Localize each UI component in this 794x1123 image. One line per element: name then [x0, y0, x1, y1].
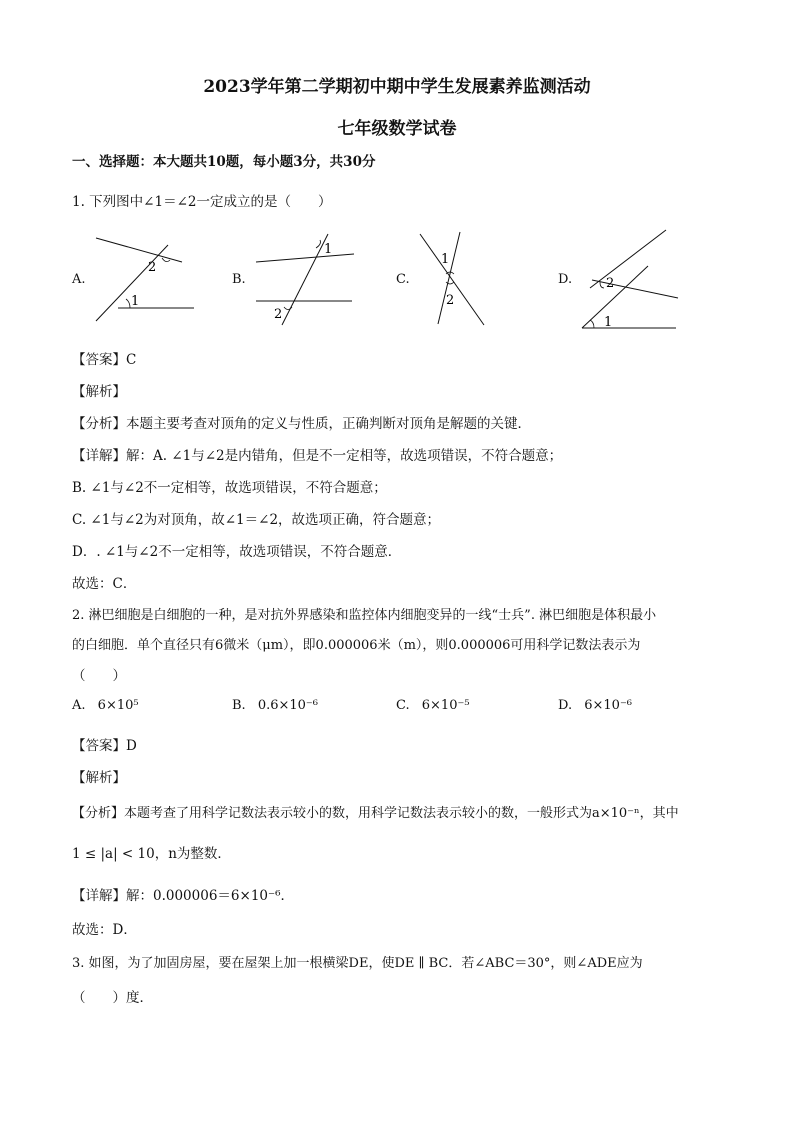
- q2-option-b-label: B.: [232, 698, 246, 713]
- q1-detail-c: C. ∠1与∠2为对顶角，故∠1＝∠2，故选项正确，符合题意；: [72, 512, 441, 528]
- q2-option-d: [558, 698, 632, 713]
- q1-fenxi: 【分析】本题主要考查对顶角的定义与性质，正确判断对顶角是解题的关键．: [72, 416, 531, 432]
- exam-title: 2023学年第二学期初中期中学生发展素养监测活动: [203, 77, 591, 97]
- q2-fenxi-line2: 1 ≤ |a| < 10，n为整数．: [72, 846, 231, 862]
- q1-figure-a-label-2: 2: [148, 260, 157, 275]
- q2-option-a-label: A.: [72, 698, 86, 713]
- q2-fenxi: 【分析】本题考查了用科学记数法表示较小的数，用科学记数法表示较小的数，一般形式为a×10⁻ⁿ，其中: [72, 806, 679, 821]
- q2-option-b-value: 0.6×10⁻⁶: [257, 698, 319, 713]
- q1-option-d-label: D.: [558, 272, 573, 287]
- q2-option-d-label: D.: [558, 698, 573, 713]
- section-heading: 一、选择题：本大题共10题，每小题3分，共30分: [72, 154, 376, 170]
- q1-detail-d: D．. ∠1与∠2不一定相等，故选项错误，不符合题意．: [72, 544, 402, 560]
- q1-figure-c-label-2: 2: [446, 293, 455, 308]
- q2-answer: 【答案】D: [72, 738, 137, 754]
- q1-figure-a-label-1: 1: [131, 294, 140, 309]
- q1-figure-d: [578, 226, 682, 332]
- q2-stem-line2: 的白细胞．单个直径只有6微米（μm），即0.000006米（m），则0.000006可用科学记数法表示为: [72, 638, 641, 653]
- q1-answer: 【答案】C: [72, 352, 137, 368]
- q1-option-b-label: B.: [232, 272, 246, 287]
- q2-option-c-label: C.: [396, 698, 410, 713]
- q2-stem-line3: （ ）: [72, 668, 126, 684]
- q2-option-a-value: 6×10⁵: [97, 698, 139, 713]
- q1-figure-b-label-2: 2: [274, 307, 283, 322]
- q2-choose: 故选：D．: [72, 922, 137, 938]
- q2-option-c-value: 6×10⁻⁵: [421, 698, 470, 713]
- q1-analysis-label: 【解析】: [72, 384, 126, 400]
- q3-stem-line2: （ ）度．: [72, 990, 153, 1006]
- q1-figure-b-label-1: 1: [324, 242, 333, 257]
- q2-option-c: [396, 698, 470, 713]
- q2-option-b: [232, 698, 318, 713]
- q1-option-a-label: A.: [72, 272, 86, 287]
- q3-stem-line1: 3. 如图，为了加固房屋，要在屋架上加一根横梁DE，使DE ∥ BC．若∠ABC＝30°，则∠ADE应为: [72, 956, 643, 971]
- q2-analysis-label: 【解析】: [72, 770, 126, 786]
- q1-detail-b: B. ∠1与∠2不一定相等，故选项错误，不符合题意；: [72, 480, 387, 496]
- q1-figure-c-label-1: 1: [441, 252, 450, 267]
- q1-figure-d-label-1: 1: [604, 315, 613, 330]
- exam-subtitle: 七年级数学试卷: [337, 119, 457, 139]
- q1-figure-c: [412, 228, 492, 328]
- q1-figure-d-label-2: 2: [606, 276, 615, 291]
- q1-figure-a: [90, 228, 200, 328]
- q2-option-a: [72, 698, 139, 713]
- q2-option-d-value: 6×10⁻⁶: [584, 698, 633, 713]
- q2-stem-line1: 2. 淋巴细胞是白细胞的一种，是对抗外界感染和监控体内细胞变异的一线“士兵”. 淋巴细胞是体积最小: [72, 608, 657, 623]
- q1-choose: 故选：C．: [72, 576, 137, 592]
- q1-option-c-label: C.: [396, 272, 410, 287]
- q1-figure-b: [250, 228, 360, 328]
- q1-detail-a: 【详解】解：A. ∠1与∠2是内错角，但是不一定相等，故选项错误，不符合题意；: [72, 448, 563, 464]
- q1-stem: 1. 下列图中∠1＝∠2一定成立的是（ ）: [72, 194, 332, 210]
- q2-detail: 【详解】解：0.000006＝6×10⁻⁶．: [72, 888, 295, 904]
